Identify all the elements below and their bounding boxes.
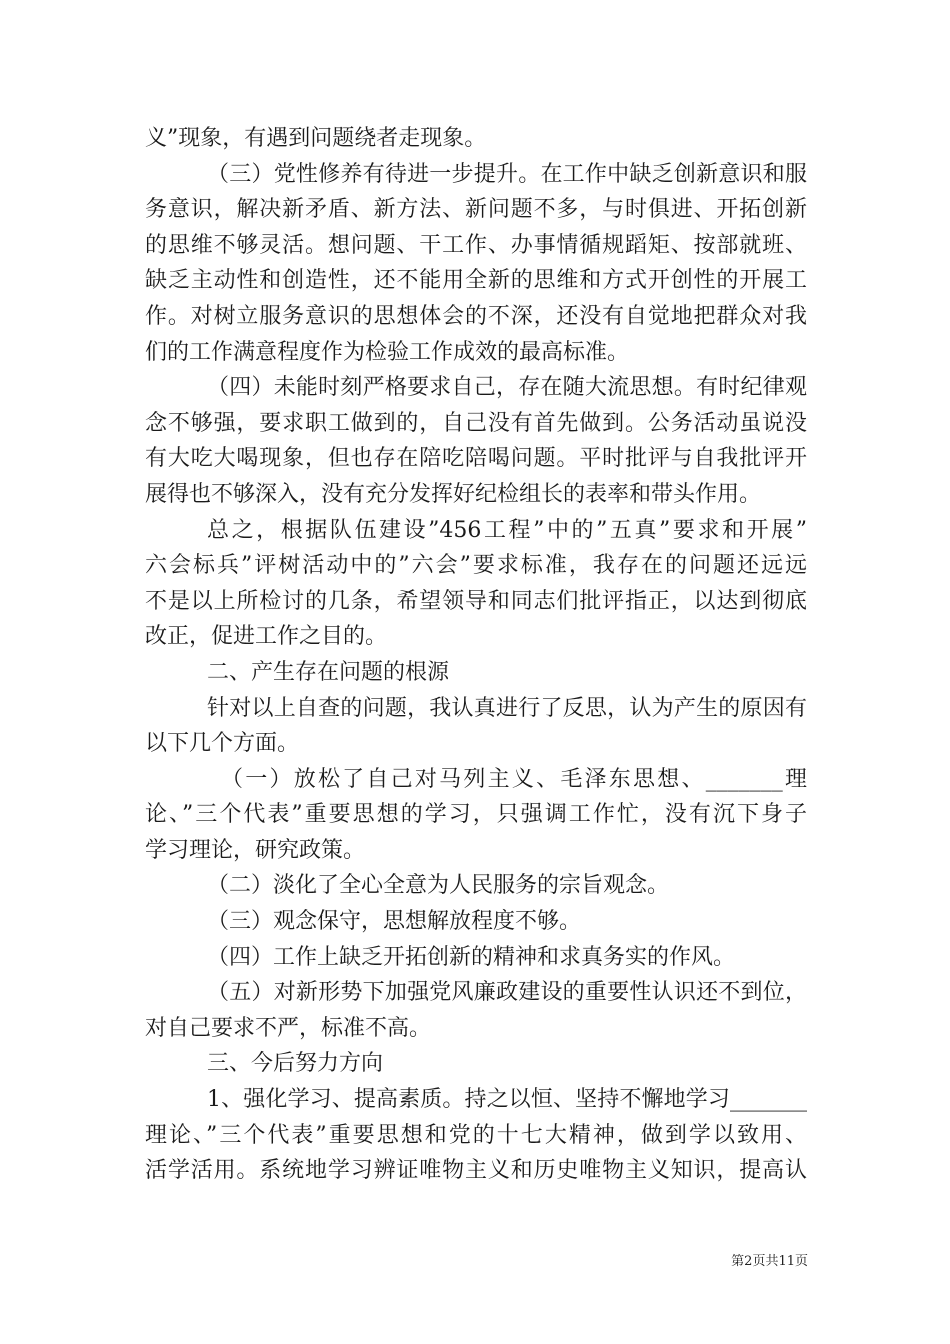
text-line: 以下几个方面。: [145, 731, 300, 757]
section-heading: 二、产生存在问题的根源: [207, 659, 450, 685]
text-line: 务意识，解决新矛盾、新方法、新问题不多，与时俱进、开拓创新: [145, 197, 807, 223]
text-line: 的思维不够灵活。想问题、干工作、办事情循规蹈矩、按部就班、: [145, 232, 807, 258]
paragraph-heading: 1、强化学习、提高素质。持之以恒、坚持不懈地学习_______: [207, 1087, 807, 1113]
text-line: 活学活用。系统地学习辨证唯物主义和历史唯物主义知识，提高认: [145, 1158, 807, 1184]
text-line: 不是以上所检讨的几条，希望领导和同志们批评指正，以达到彻底: [145, 588, 807, 614]
paragraph-heading: （一）放松了自己对马列主义、毛泽东思想、_______理: [221, 766, 807, 792]
text-line: 有大吃大喝现象，但也存在陪吃陪喝问题。平时批评与自我批评开: [145, 446, 807, 472]
text-line: 六会标兵”评树活动中的”六会”要求标准，我存在的问题还远远: [145, 553, 807, 579]
text-line: 总之，根据队伍建设”456工程”中的”五真”要求和开展”: [207, 517, 807, 543]
text-line: 学习理论，研究政策。: [145, 837, 366, 863]
text-line: 展得也不够深入，没有充分发挥好纪检组长的表率和带头作用。: [145, 481, 762, 507]
paragraph-heading: （四）未能时刻严格要求自己，存在随大流思想。有时纪律观: [207, 375, 807, 401]
text-line: 们的工作满意程度作为检验工作成效的最高标准。: [145, 339, 630, 365]
page-number: 第2页共11页: [731, 1254, 808, 1269]
text-line: 念不够强，要求职工做到的，自己没有首先做到。公务活动虽说没: [145, 410, 807, 436]
text-line: 对自己要求不严，标准不高。: [145, 1015, 432, 1041]
paragraph-heading: （五）对新形势下加强党风廉政建设的重要性认识还不到位，: [207, 980, 807, 1006]
paragraph-heading: （三）观念保守，思想解放程度不够。: [207, 909, 582, 935]
section-heading: 三、今后努力方向: [207, 1051, 384, 1077]
paragraph-heading: （二）淡化了全心全意为人民服务的宗旨观念。: [207, 873, 670, 899]
document-body: [145, 121, 807, 1189]
text-line: 作。对树立服务意识的思想体会的不深，还没有自觉地把群众对我: [145, 303, 807, 329]
text-line: 义”现象，有遇到问题绕者走现象。: [145, 126, 487, 151]
text-line: 针对以上自查的问题，我认真进行了反思，认为产生的原因有: [207, 695, 807, 721]
paragraph-heading: （四）工作上缺乏开拓创新的精神和求真务实的作风。: [207, 944, 736, 970]
text-line: 改正，促进工作之目的。: [145, 624, 388, 650]
text-line: 理论、”三个代表”重要思想和党的十七大精神，做到学以致用、: [145, 1122, 807, 1148]
text-line: 论、”三个代表”重要思想的学习，只强调工作忙，没有沉下身子: [145, 802, 807, 828]
paragraph-heading: （三）党性修养有待进一步提升。在工作中缺乏创新意识和服: [207, 161, 807, 187]
text-line: 缺乏主动性和创造性，还不能用全新的思维和方式开创性的开展工: [145, 268, 807, 294]
